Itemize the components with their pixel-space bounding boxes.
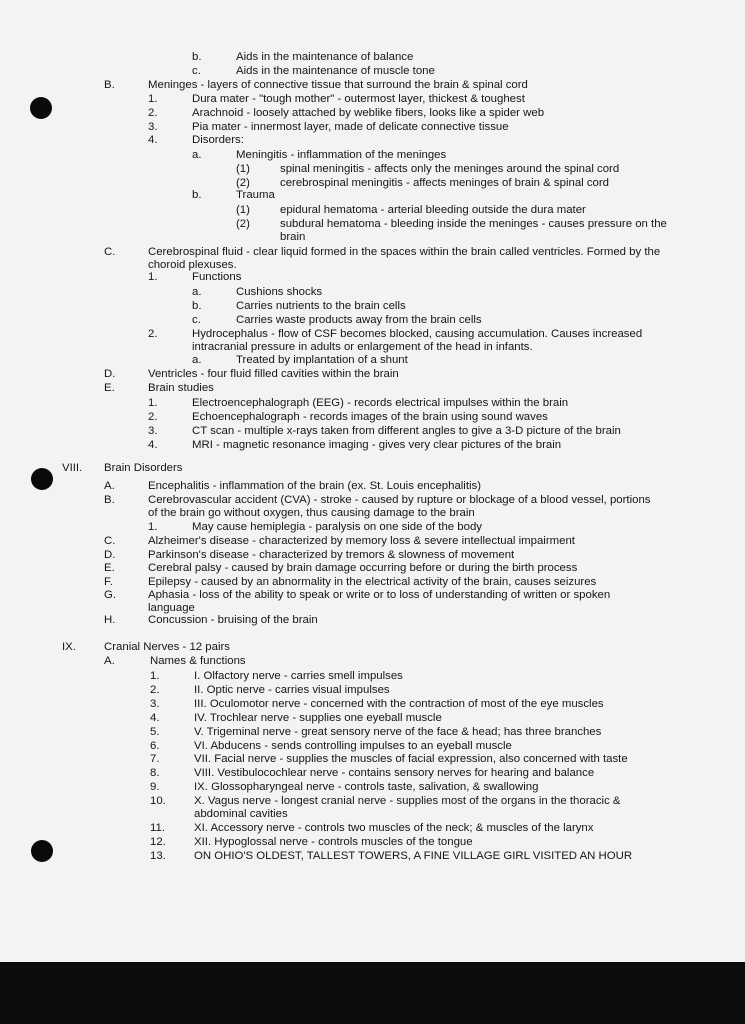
outline-text: Echoencephalograph - records images of the brain using sound waves [192,411,548,423]
outline-label: 6. [150,740,160,752]
outline-text: Arachnoid - loosely attached by weblike fibers, looks like a spider web [192,107,545,119]
outline-text: Carries nutrients to the brain cells [236,300,406,312]
outline-text: Hydrocephalus - flow of CSF becomes blocked, causing accumulation. Causes increased intracranial pressure in adults or enlargement of the head in infants. [192,328,643,353]
outline-label: 3. [148,425,158,437]
outline-text: CT scan - multiple x-rays taken from different angles to give a 3-D picture of the brain [192,425,621,437]
outline-text: Cerebral palsy - caused by brain damage occurring before or during the birth process [148,562,578,574]
outline-text: Encephalitis - inflammation of the brain (ex. St. Louis encephalitis) [148,480,482,492]
outline-label: 4. [148,134,158,146]
outline-label: c. [192,65,201,77]
outline-label: b. [192,51,202,63]
outline-label: 9. [150,781,160,793]
outline-label: a. [192,354,202,366]
outline-text: VI. Abducens - sends controlling impulses to an eyeball muscle [194,740,512,752]
outline-label: 4. [150,712,160,724]
outline-text: VII. Facial nerve - supplies the muscles of facial expression, also concerned with taste [194,753,628,765]
outline-text: Concussion - bruising of the brain [148,614,318,626]
outline-label: b. [192,300,202,312]
punch-hole [30,97,52,119]
outline-label: C. [104,535,116,547]
outline-text: MRI - magnetic resonance imaging - gives very clear pictures of the brain [192,439,562,451]
outline-text: May cause hemiplegia - paralysis on one side of the body [192,521,482,533]
outline-label: IX. [62,641,76,653]
outline-label: 5. [150,726,160,738]
outline-label: 4. [148,439,158,451]
outline-label: B. [104,494,115,506]
punch-hole [31,468,53,490]
outline-text: Trauma [236,189,275,201]
outline-label: (1) [236,163,250,175]
outline-text: Aphasia - loss of the ability to speak or write or to loss of understanding of written or spoken language [148,589,611,614]
outline-text: Meningitis - inflammation of the meninges [236,149,447,161]
outline-label: D. [104,368,116,380]
outline-label: 1. [148,397,158,409]
outline-label: D. [104,549,116,561]
outline-label: a. [192,149,202,161]
outline-text: Functions [192,271,242,283]
outline-label: 7. [150,753,160,765]
outline-label: 13. [150,850,166,862]
outline-text: Treated by implantation of a shunt [236,354,408,366]
outline-label: 12. [150,836,166,848]
outline-text: Carries waste products away from the brain cells [236,314,482,326]
outline-text: XII. Hypoglossal nerve - controls muscles of the tongue [194,836,473,848]
outline-text: IV. Trochlear nerve - supplies one eyeball muscle [194,712,442,724]
outline-text: Cerebrospinal fluid - clear liquid formed in the spaces within the brain called ventricles. Formed by the choroid plexuses. [148,246,661,271]
outline-label: 8. [150,767,160,779]
outline-text: X. Vagus nerve - longest cranial nerve - supplies most of the organs in the thoracic & abdominal cavities [194,795,621,820]
outline-text: Alzheimer's disease - characterized by memory loss & severe intellectual impairment [148,535,575,547]
outline-label: 11. [150,822,165,834]
outline-label: A. [104,480,115,492]
outline-text: XI. Accessory nerve - controls two muscles of the neck; & muscles of the larynx [194,822,594,834]
outline-text: II. Optic nerve - carries visual impulses [194,684,390,696]
outline-label: 2. [148,411,158,423]
outline-label: B. [104,79,115,91]
outline-text: Brain Disorders [104,462,183,474]
outline-text: Epilepsy - caused by an abnormality in the electrical activity of the brain, causes seizures [148,576,597,588]
outline-label: (2) [236,177,250,189]
outline-text: Electroencephalograph (EEG) - records electrical impulses within the brain [192,397,569,409]
outline-label: VIII. [62,462,83,474]
outline-label: 1. [148,521,158,533]
outline-label: 2. [150,684,160,696]
outline-text: VIII. Vestibulocochlear nerve - contains sensory nerves for hearing and balance [194,767,595,779]
outline-text: Aids in the maintenance of muscle tone [236,65,435,77]
outline-label: C. [104,246,116,258]
outline-label: 10. [150,795,166,807]
outline-label: 2. [148,107,158,119]
outline-label: 1. [148,93,158,105]
outline-text: Ventricles - four fluid filled cavities within the brain [148,368,399,380]
punch-hole [31,840,53,862]
outline-text: Names & functions [150,655,246,667]
outline-text: subdural hematoma - bleeding inside the meninges - causes pressure on the brain [280,218,667,243]
outline-label: 1. [148,271,158,283]
outline-label: G. [104,589,117,601]
outline-label: 1. [150,670,160,682]
outline-text: epidural hematoma - arterial bleeding outside the dura mater [280,204,586,216]
outline-text: Cranial Nerves - 12 pairs [104,641,230,653]
outline-text: Disorders: [192,134,244,146]
outline-label: 2. [148,328,158,340]
outline-text: Cerebrovascular accident (CVA) - stroke - caused by rupture or blockage of a blood vessel, portions of the brain go without oxygen, thus causing damage to the brain [148,494,651,519]
outline-text: I. Olfactory nerve - carries smell impulses [194,670,403,682]
outline-text: Aids in the maintenance of balance [236,51,414,63]
outline-text: Cushions shocks [236,286,323,298]
outline-label: a. [192,286,202,298]
outline-text: Dura mater - "tough mother" - outermost layer, thickest & toughest [192,93,525,105]
outline-text: Brain studies [148,382,214,394]
outline-text: ON OHIO'S OLDEST, TALLEST TOWERS, A FINE VILLAGE GIRL VISITED AN HOUR [194,850,633,862]
outline-label: 3. [150,698,160,710]
outline-label: (1) [236,204,250,216]
outline-label: b. [192,189,202,201]
outline-label: E. [104,382,115,394]
outline-label: F. [104,576,113,588]
outline-label: (2) [236,218,250,230]
outline-text: Meninges - layers of connective tissue that surround the brain & spinal cord [148,79,528,91]
outline-label: 3. [148,121,158,133]
outline-text: III. Oculomotor nerve - concerned with the contraction of most of the eye muscles [194,698,604,710]
outline-text: Parkinson's disease - characterized by tremors & slowness of movement [148,549,515,561]
outline-text: Pia mater - innermost layer, made of delicate connective tissue [192,121,509,133]
outline-label: E. [104,562,115,574]
outline-text: IX. Glossopharyngeal nerve - controls taste, salivation, & swallowing [194,781,539,793]
outline-text: spinal meningitis - affects only the meninges around the spinal cord [280,163,620,175]
outline-text: V. Trigeminal nerve - great sensory nerve of the face & head; has three branches [194,726,602,738]
outline-label: A. [104,655,115,667]
outline-label: c. [192,314,201,326]
outline-text: cerebrospinal meningitis - affects meninges of brain & spinal cord [280,177,610,189]
outline-label: H. [104,614,116,626]
